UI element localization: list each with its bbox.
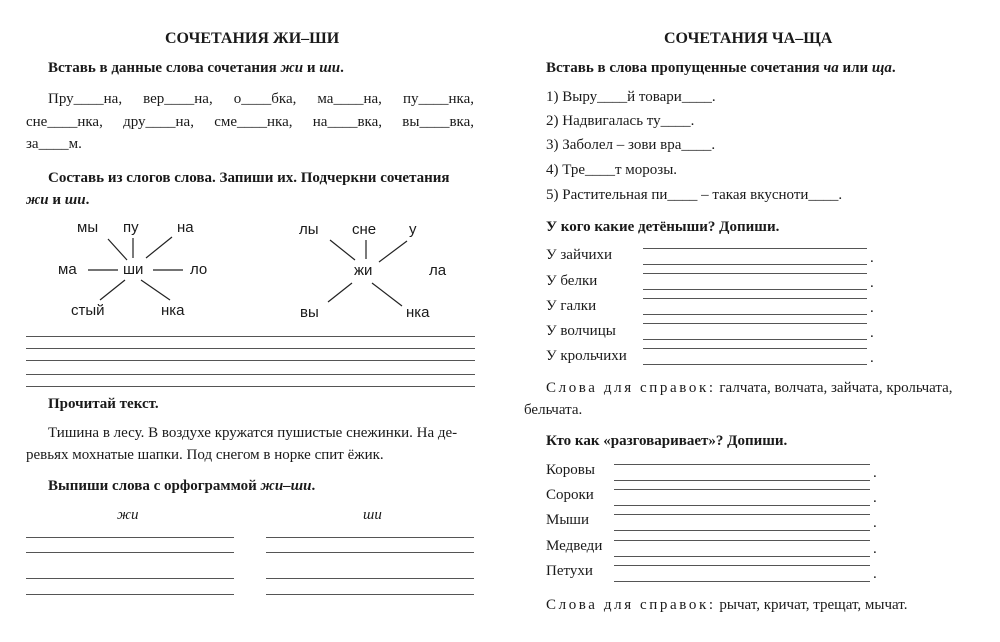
word-item: Пру____на, — [48, 91, 123, 107]
sentence-item: 1) Выру____й товари____. — [546, 89, 716, 105]
word-item: пу____нка, — [402, 91, 474, 107]
help-words-2: Слова для справок: рычат, кричат, трещат, мычат. — [546, 597, 908, 613]
help-words-1: Слова для справок: галчата, волчата, зайчата, крольчата, — [546, 380, 953, 396]
period: . — [870, 350, 874, 366]
center-syllable: ши — [123, 261, 144, 278]
column-header-shi: ши — [363, 507, 382, 523]
left-title: СОЧЕТАНИЯ ЖИ–ШИ — [165, 30, 340, 47]
period: . — [873, 541, 877, 557]
answer-line[interactable] — [643, 323, 867, 324]
syllable: стый — [71, 302, 105, 319]
answer-line[interactable] — [266, 578, 474, 579]
left-task2-cont: жи и ши. — [26, 192, 90, 208]
writing-line[interactable] — [26, 336, 475, 337]
syllable: нка — [161, 302, 185, 319]
period: . — [873, 490, 877, 506]
syllable: ла — [429, 262, 447, 279]
right-title: СОЧЕТАНИЯ ЧА–ЩА — [664, 30, 833, 47]
answer-line[interactable] — [643, 314, 867, 315]
speaker-label: Коровы — [546, 462, 595, 478]
word-item: о____бка, — [233, 91, 297, 107]
answer-line[interactable] — [643, 364, 867, 365]
left-task4: Выпиши слова с орфограммой жи–ши. — [48, 478, 316, 494]
left-task2: Составь из слогов слова. Запиши их. Подчеркни сочетания — [48, 170, 450, 186]
period: . — [870, 275, 874, 291]
word-item: на____вка, — [312, 114, 383, 130]
answer-line[interactable] — [266, 552, 474, 553]
answer-line[interactable] — [643, 248, 867, 249]
reading-text-line: ревьях мохнатые шапки. Под снегом в норке спит ёжик. — [26, 447, 384, 463]
speaker-label: Мыши — [546, 512, 589, 528]
animal-label: У зайчихи — [546, 247, 613, 263]
syllable: пу — [123, 219, 139, 236]
answer-line[interactable] — [26, 537, 234, 538]
syllable: мы — [77, 219, 99, 236]
answer-line[interactable] — [614, 480, 870, 481]
writing-line[interactable] — [26, 360, 475, 361]
column-header-zhi: жи — [117, 507, 139, 523]
answer-line[interactable] — [643, 348, 867, 349]
answer-line[interactable] — [643, 289, 867, 290]
answer-line[interactable] — [266, 537, 474, 538]
animal-label: У галки — [546, 298, 597, 314]
answer-line[interactable] — [614, 581, 870, 582]
help-words-1-cont: бельчата. — [524, 402, 583, 418]
answer-line[interactable] — [26, 552, 234, 553]
writing-line[interactable] — [26, 386, 475, 387]
answer-line[interactable] — [614, 540, 870, 541]
answer-line[interactable] — [614, 464, 870, 465]
word-line-3: за____м. — [26, 136, 82, 152]
answer-line[interactable] — [614, 489, 870, 490]
right-task3: Кто как «разговаривает»? Допиши. — [546, 433, 788, 449]
left-task3: Прочитай текст. — [48, 396, 159, 412]
syllable: ло — [190, 261, 208, 278]
animal-label: У крольчихи — [546, 348, 627, 364]
syllable: у — [409, 221, 417, 238]
word-item: вер____на, — [143, 91, 213, 107]
speaker-label: Петухи — [546, 563, 593, 579]
answer-line[interactable] — [643, 339, 867, 340]
speaker-label: Сороки — [546, 487, 594, 503]
animal-label: У белки — [546, 273, 598, 289]
center-syllable: жи — [354, 262, 373, 279]
answer-line[interactable] — [26, 594, 234, 595]
syllable: нка — [406, 304, 430, 321]
syllable: сне — [352, 221, 377, 238]
word-item: сме____нка, — [214, 114, 293, 130]
sentence-item: 4) Тре____т морозы. — [546, 162, 678, 178]
syllable: на — [177, 219, 194, 236]
writing-line[interactable] — [26, 348, 475, 349]
answer-line[interactable] — [643, 298, 867, 299]
answer-line[interactable] — [643, 273, 867, 274]
word-item: вы____вка, — [402, 114, 474, 130]
right-task2: У кого какие детёныши? Допиши. — [546, 219, 780, 235]
period: . — [873, 515, 877, 531]
period: . — [873, 465, 877, 481]
answer-line[interactable] — [614, 565, 870, 566]
word-item: ма____на, — [317, 91, 382, 107]
sentence-item: 5) Растительная пи____ – такая вкусноти____. — [546, 187, 843, 203]
answer-line[interactable] — [614, 505, 870, 506]
animal-label: У волчицы — [546, 323, 616, 339]
speaker-label: Медведи — [546, 538, 603, 554]
writing-line[interactable] — [26, 374, 475, 375]
period: . — [870, 325, 874, 341]
answer-line[interactable] — [266, 594, 474, 595]
syllable: вы — [300, 304, 319, 321]
word-item: сне____нка, — [26, 114, 103, 130]
period: . — [870, 250, 874, 266]
left-task1: Вставь в данные слова сочетания жи и ши. — [48, 60, 344, 76]
period: . — [873, 566, 877, 582]
reading-text-line: Тишина в лесу. В воздухе кружатся пушистые снежинки. На де- — [48, 425, 458, 441]
syllable: лы — [299, 221, 319, 238]
answer-line[interactable] — [26, 578, 234, 579]
right-task1: Вставь в слова пропущенные сочетания ча или ща. — [546, 60, 896, 76]
word-item: дру____на, — [123, 114, 194, 130]
sentence-item: 3) Заболел – зови вра____. — [546, 137, 716, 153]
answer-line[interactable] — [614, 530, 870, 531]
answer-line[interactable] — [614, 556, 870, 557]
sentence-item: 2) Надвигалась ту____. — [546, 113, 695, 129]
period: . — [870, 300, 874, 316]
answer-line[interactable] — [643, 264, 867, 265]
syllable: ма — [58, 261, 77, 278]
answer-line[interactable] — [614, 514, 870, 515]
